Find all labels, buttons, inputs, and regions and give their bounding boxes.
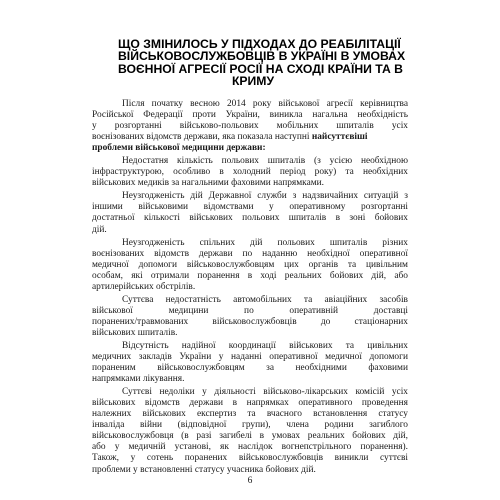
text-line: військових шпиталів. (92, 327, 178, 338)
text-line: інваліда війни (відповідної групи), члена родини загиблого (92, 420, 408, 431)
page-number: 6 (247, 476, 253, 486)
emphasis-text: проблеми військової медицини держави: (92, 143, 266, 154)
title-line: ВОЄННОЇ АГРЕСІЇ РОСІЇ НА СХОДІ КРАЇНИ ТА В (118, 61, 403, 76)
text-line: військових відомств держави в напрямках оперативного проведення (92, 398, 408, 409)
problem-paragraph (92, 156, 408, 189)
title-line: КРИМУ (231, 73, 275, 88)
text-line: Недостатня кількість польових шпиталів (з усією необхідною (122, 156, 408, 167)
title-line: ЩО ЗМІНИЛОСЬ У ПІДХОДАХ ДО РЕАБІЛІТАЦІЇ (118, 37, 401, 51)
text-line: медичної допомоги військовослужбовцям цих органів та цивільним (92, 259, 408, 270)
text-line: Російської Федерації проти України, виникла нагальна необхідність (92, 110, 408, 121)
problem-paragraph (92, 295, 408, 339)
text-line: військовослужбовця (в разі загибелі в умовах реальних бойових дій, (92, 431, 408, 442)
text-line: воєнізованих відомств держави по наданню необхідної оперативної (92, 248, 408, 259)
text-line: у розгортанні військово-польових мобільних шпиталів усіх (92, 121, 408, 132)
text-line: особам, які отримали поранення в ході реальних бойових дій, або (92, 270, 408, 281)
text-line: пораненим військовослужбовцям за необхідними фаховими (92, 363, 408, 374)
text-line: інфраструктурою, особливо в холодний період року) та необхідних (92, 167, 408, 178)
text-line: або у медичній установі, як наслідок вогнепстрільного поранення). (92, 442, 408, 453)
text-line: Неузгодженість дій Державної служби з надзвичайних ситуацій з (122, 191, 408, 202)
text-line: проблеми у встановленні статусу учасника бойових дій. (92, 464, 316, 475)
text-line: Відсутність надійної координації військових та цивільних (122, 340, 408, 351)
body-text (92, 99, 408, 476)
text-line: належних військових експертиз та вчасного встановлення статусу (92, 409, 408, 420)
text-line: Суттєві недоліки у діяльності військово-лікарських комісій усіх (122, 387, 408, 398)
text-line: дій. (92, 224, 107, 235)
text-line: артилерійських обстрілів. (92, 281, 196, 292)
text-line: достатньої кількості військових польових шпиталів в зоні бойових (92, 213, 408, 224)
text-line: Також, у сотень поранених військовослужбовців виникли суттєві (92, 453, 408, 464)
page-title (118, 37, 406, 88)
problem-paragraph (92, 341, 408, 385)
text-run: воєнізованих відомств держави, яка показала наступні (92, 132, 312, 143)
text-line: Неузгодженість спільних дій польових шпиталів різних (122, 237, 408, 248)
text-line: Суттєва недостатність автомобільних та авіаційних засобів (122, 294, 408, 305)
text-line: поранених/травмованих військовослужбовців до стаціонарних (92, 316, 408, 327)
text-line: медичних закладів України у наданні оперативної медичної допомоги (92, 352, 408, 363)
text-line: напрямками лікування. (92, 374, 185, 385)
text-line: військової медицини по оперативній доставці (92, 305, 408, 316)
text-line: іншими військовими відомствами у оперативному розгортанні (92, 202, 408, 213)
text-line: Після початку весною 2014 року військової агресії керівництва (122, 99, 408, 109)
intro-paragraph (92, 99, 408, 154)
text-line (92, 132, 408, 143)
title-line: ВІЙСЬКОВОСЛУЖБОВЦІВ В УКРАЇНІ В УМОВАХ (118, 49, 406, 64)
problem-paragraph (92, 387, 408, 475)
problem-paragraph (92, 238, 408, 293)
emphasis-text: найсуттєвіші (311, 132, 368, 143)
problem-paragraph (92, 191, 408, 235)
text-line: військових медиків за нагальними фаховими напрямками. (92, 178, 325, 189)
